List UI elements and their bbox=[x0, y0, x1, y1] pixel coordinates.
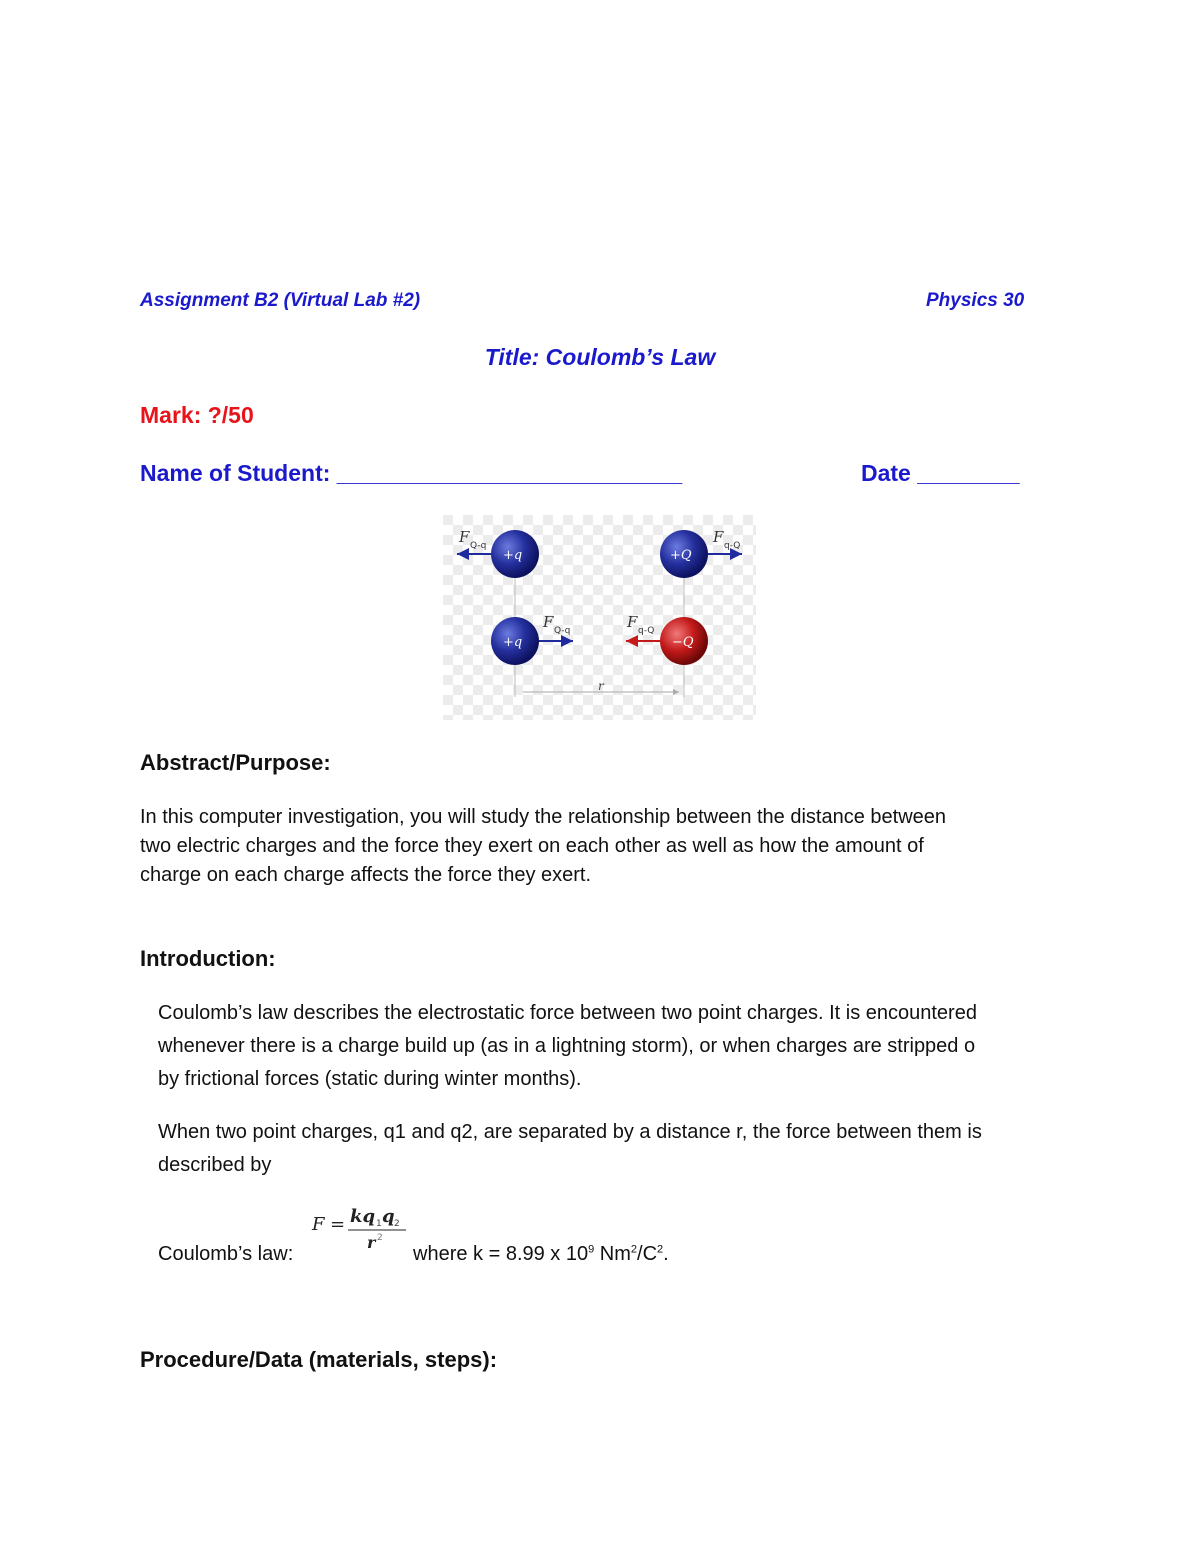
intro-line: by frictional forces (static during winter months). bbox=[158, 1068, 582, 1090]
coulomb-formula bbox=[310, 1200, 420, 1260]
force-sub-top-left: Q-q bbox=[470, 541, 487, 551]
procedure-heading: Procedure/Data (materials, steps): bbox=[140, 1347, 498, 1372]
force-label-top-left: F bbox=[459, 528, 470, 546]
coulomb-formula-svg bbox=[310, 1200, 420, 1260]
force-sub-bottom-right: q-Q bbox=[638, 626, 655, 636]
assignment-label: Assignment B2 (Virtual Lab #2) bbox=[140, 290, 421, 311]
where-k-main: where k = 8.99 x 10 bbox=[413, 1243, 589, 1265]
formula-q2: q bbox=[382, 1206, 395, 1227]
charge-label-plus-q-bottom: +q bbox=[503, 635, 523, 650]
force-label-bottom-right: F bbox=[627, 613, 638, 631]
where-k-unit2-exp: 2 bbox=[657, 1243, 664, 1256]
force-sub-bottom-left: Q-q bbox=[554, 626, 571, 636]
introduction-heading: Introduction: bbox=[140, 946, 276, 971]
mark-label: Mark: ?/50 bbox=[140, 402, 254, 428]
charge-label-minus-Q-bottom: −Q bbox=[672, 635, 694, 650]
where-k-end: . bbox=[663, 1243, 669, 1265]
intro-line: described by bbox=[158, 1154, 272, 1176]
formula-exp: 2 bbox=[377, 1233, 383, 1243]
where-k-unit: Nm bbox=[594, 1243, 631, 1265]
coulomb-diagram-svg bbox=[443, 515, 756, 720]
formula-denominator: r bbox=[367, 1233, 376, 1252]
coulomb-diagram bbox=[443, 515, 756, 720]
page-title: Title: Coulomb’s Law bbox=[484, 344, 716, 370]
charge-label-plus-q-top: +q bbox=[503, 548, 523, 563]
force-sub-top-right: q-Q bbox=[724, 541, 741, 551]
formula-sub2: 2 bbox=[394, 1219, 400, 1229]
where-k-exp: 9 bbox=[588, 1243, 595, 1256]
abstract-line: In this computer investigation, you will study the relationship between the distance between bbox=[140, 806, 947, 828]
intro-paragraph-2 bbox=[158, 1116, 982, 1182]
intro-line: Coulomb’s law describes the electrostatic force between two point charges. It is encountered bbox=[158, 1002, 977, 1024]
intro-line: When two point charges, q1 and q2, are separated by a distance r, the force between them is bbox=[158, 1121, 982, 1143]
where-k-unit2: /C bbox=[637, 1243, 658, 1265]
abstract-paragraph bbox=[140, 803, 946, 890]
abstract-heading: Abstract/Purpose: bbox=[140, 750, 331, 775]
abstract-line: two electric charges and the force they exert on each other as well as how the amount of bbox=[140, 835, 924, 857]
distance-label: r bbox=[598, 679, 604, 693]
where-k-text bbox=[413, 1240, 669, 1269]
formula-sub1: 1 bbox=[376, 1219, 382, 1229]
intro-line: whenever there is a charge build up (as in a lightning storm), or when charges are stripped o bbox=[158, 1035, 976, 1057]
abstract-line: charge on each charge affects the force they exert. bbox=[140, 864, 592, 886]
course-label: Physics 30 bbox=[926, 290, 1025, 311]
formula-eq: = bbox=[330, 1214, 346, 1235]
force-label-bottom-left: F bbox=[543, 613, 554, 631]
where-k-unit-exp: 2 bbox=[630, 1243, 638, 1256]
force-label-top-right: F bbox=[713, 528, 724, 546]
date-field: Date ________ bbox=[861, 460, 1020, 486]
formula-numerator: kq bbox=[350, 1206, 376, 1227]
formula-label: Coulomb’s law: bbox=[158, 1243, 294, 1265]
intro-paragraph-1 bbox=[158, 997, 977, 1096]
formula-lhs: F bbox=[312, 1214, 325, 1235]
student-name-field: Name of Student: ___________________________ bbox=[140, 460, 683, 486]
charge-label-plus-Q-top: +Q bbox=[670, 548, 692, 563]
